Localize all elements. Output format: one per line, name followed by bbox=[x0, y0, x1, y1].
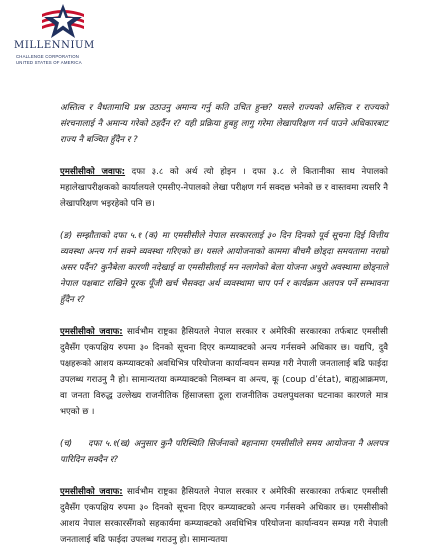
question-paragraph-3 bbox=[60, 436, 388, 468]
logo-subtitle-1: CHALLENGE CORPORATION bbox=[16, 54, 80, 59]
answer-paragraph-2 bbox=[60, 324, 388, 420]
answer-label: एमसीसीको जवाफ: bbox=[60, 327, 123, 337]
answer-paragraph-3 bbox=[60, 484, 388, 548]
question-paragraph-1: अस्तित्व र वैधतामाथि प्रश्न उठाउनु अमान्य गर्नु कति उचित हुन्छ? यसले राज्यको अस्तित्व र राज्यको संरचनालाई नै अमान्य गरेको ठहर्दैन र? यही प्रक्रिया हुबहु लागु गरेमा लेखापरिक्षण गर्न पाउने अधिकारबाट राज्य नै बञ्चित हुँदैन र ? bbox=[60, 103, 388, 145]
answer-paragraph-1 bbox=[60, 164, 388, 212]
question-text: दफा ५.१(ख) अनुसार कुनै परिस्थिति सिर्जनाको बहानामा एमसीसीले समय आयोजना नै अलपत्र पारिदिन सक्दैन र? bbox=[60, 439, 388, 465]
answer-text: सार्वभौम राष्ट्रका हैसियतले नेपाल सरकार र अमेरिकी सरकारका तर्फबाट एमसीसी दुवैसँग एकपक्षिय रुपमा ३० दिनको सूचना दिएर कम्प्याक्टको अन्त्य गर्नसक्ने अधिकार छ। एमसीसीको आशय नेपाल सरकारसँगको सहकार्यमा कम्प्याक्टको अवधिभित्र परियोजना कार्यान्वयन सम्पन्न गरी नेपाली जनतालाई बढि फाईदा उपलब्ध गराउनु हो। सामान्यतया bbox=[60, 487, 388, 545]
answer-text: सार्वभौम राष्ट्रका हैसियतले नेपाल सरकार र अमेरिकी सरकारका तर्फबाट एमसीसी दुवैसँग एकपक्षिय रुपमा ३० दिनको सूचना दिएर कम्प्याक्टको अन्त्य गर्नसक्ने अधिकार छ। यद्यपि, दुवै पक्षहरूको आशय कम्प्याक्टको अवधिभित्र परियोजना कार्यान्वयन सम्पन्न गरी नेपाली जनतालाई बढि फाईदा उपलब्ध गराउनु नै हो। सामान्यतया कम्प्याक्टको निलम्बन वा अन्त्य, कू (coup d’état), बाह्यआक्रमण, वा जनता विरुद्ध उल्लेख्य राजनीतिक हिंसाजस्ता ठूला राजनीतिक उथलपुथलका घटनाका कारणले मात्र भएको छ । bbox=[60, 327, 388, 417]
logo-name: MILLENNIUM bbox=[14, 40, 95, 51]
document-body bbox=[60, 100, 388, 548]
logo-subtitle-2: UNITED STATES OF AMERICA bbox=[16, 60, 82, 65]
question-number: (च) bbox=[60, 439, 73, 449]
question-paragraph-2: (ङ) सम्झौताको दफा ५.१ (क) मा एमसीसीले नेपाल सरकारलाई ३० दिन दिनको पूर्व सूचना दिई वित्तीय व्यवस्था अन्त्य गर्न सक्ने व्यवस्था गरिएको छ। यसले आयोजनाको काममा बीचमै छोड्दा समयतामा नराम्रो असर पर्दैन? कुनैबेला कारणी नदेखाई वा एमसीसीलाई मन नलागेको बेला योजना अधुरो अवस्थामा छोड्नाले नेपाल पक्षबाट राखिने पूरक पूँजी खर्च भैसक्दा अर्थ व्यवस्थामा चाप पर्न र कार्यक्रम अलपत्र पर्ने सम्भावना हुँदैन र? bbox=[60, 231, 388, 305]
answer-label: एमसीसीको जवाफ: bbox=[60, 167, 126, 177]
mcc-flag-star-logo-icon bbox=[38, 4, 88, 40]
page-header bbox=[14, 4, 124, 70]
answer-label: एमसीसीको जवाफ: bbox=[60, 487, 123, 497]
answer-text: दफा ३.८ को अर्थ त्यो होइन । दफा ३.८ ले कितानीका साथ नेपालको महालेखापरीक्षकको कार्यालयले एमसीए-नेपालको लेखा परीक्षण गर्न सक्दछ भनेको छ र वास्तवमा त्यसरि नै लेखापरिक्षण भइरहेको पनि छ। bbox=[60, 167, 388, 209]
